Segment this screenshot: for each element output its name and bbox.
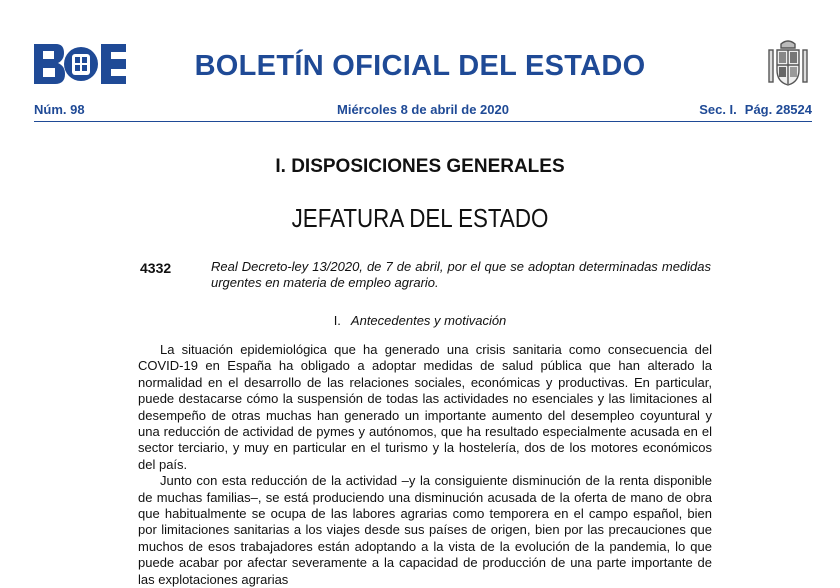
spain-coat-of-arms-icon [764,38,812,88]
issue-meta-row [34,102,812,118]
section-title: I. DISPOSICIONES GENERALES [275,156,565,177]
section-label: Sec. I. [699,102,737,117]
body-text [138,342,712,588]
section-page [699,102,812,117]
subheading-text: Antecedentes y motivación [350,313,507,328]
issue-number: Núm. 98 [34,102,85,117]
paragraph: La situación epidemiológica que ha generado una crisis sanitaria como consecuencia del COVID-19 en España ha obligado a adoptar medidas de salud pública que han alterado la normalidad en el desarrollo de las relaciones sociales, económicas y productivas. En particular, puede destacarse cómo la suspensión de todas las actividades no esenciales y las limitaciones al desempeño de otras muchas han generado un importante aumento del desempleo coyuntural y una reducción de actividad de pymes y autónomos, que ha resultado especialmente acusada en el sector terciario, y muy en particular en el turismo y la hostelería, dos de los motores económicos del país. [138,342,712,472]
subheading [0,313,840,328]
header-rule [34,121,812,122]
gazette-header [0,0,840,120]
organization-title: JEFATURA DEL ESTADO [291,203,549,233]
decree-number: 4332 [140,260,172,276]
page-label: Pág. 28524 [744,102,812,117]
boe-logo-icon [34,44,126,84]
paragraph: Junto con esta reducción de la actividad –y la consiguiente disminución de la renta disponible de muchas familias–, se está produciendo una disminución acusada de la oferta de mano de obra que habitualmente se ocupa de las labores agrarias como temporera en el campo español, bien por limitaciones sanitarias a los viajes desde sus países de origen, bien por las precauciones que muchos de esos trabajadores están adoptando a la vista de la evolución de la pandemia, lo que puede acabar por afectar severamente a la capacidad de producción de una parte importante de las explotaciones agrarias [138,473,712,587]
issue-date: Miércoles 8 de abril de 2020 [337,102,509,117]
subheading-numeral: I. [333,313,341,328]
gazette-title: BOLETÍN OFICIAL DEL ESTADO [194,50,646,82]
decree-title: Real Decreto-ley 13/2020, de 7 de abril, por el que se adoptan determinadas medidas urgentes en materia de empleo agrario. [211,259,711,290]
